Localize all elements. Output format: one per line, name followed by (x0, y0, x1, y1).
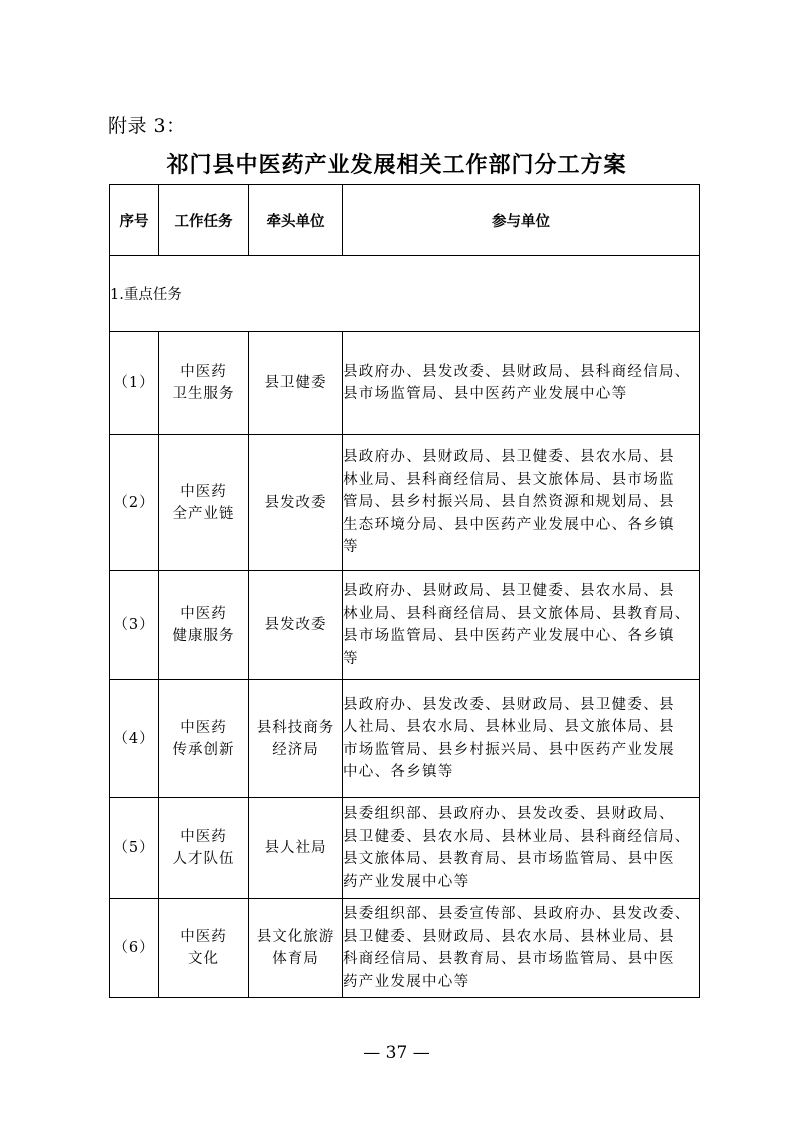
row-index: （3） (110, 571, 159, 680)
table-row (110, 899, 700, 998)
task-line: 中医药 (180, 606, 227, 622)
task-line: 卫生服务 (172, 386, 235, 402)
lead-cell (249, 798, 343, 899)
lead-line: 县科技商务 (256, 719, 335, 736)
task-line: 中医药 (180, 829, 227, 845)
task-line: 全产业链 (172, 505, 235, 522)
participants-line: 科商经信局、县教育局、县市场监管局、县中医 (343, 951, 675, 967)
participants-cell (343, 899, 700, 998)
row-index: （2） (110, 435, 159, 571)
document-title: 祁门县中医药产业发展相关工作部门分工方案 (166, 152, 627, 178)
appendix-label: 附录 3： (108, 115, 186, 137)
lead-cell (249, 332, 343, 435)
header-task: 工作任务 (159, 185, 249, 256)
participants-cell (343, 435, 700, 571)
table-header-row (110, 185, 700, 256)
task-line: 健康服务 (172, 628, 235, 644)
table-row (110, 571, 700, 680)
header-participating-units: 参与单位 (343, 185, 700, 256)
task-line: 中医药 (180, 364, 227, 380)
lead-cell (249, 571, 343, 680)
row-index: （5） (110, 798, 159, 899)
participants-cell (343, 798, 700, 899)
row-index: （1） (110, 332, 159, 435)
participants-line: 林业局、县科商经信局、县文旅体局、县市场监 (343, 471, 675, 488)
lead-line: 县发改委 (264, 617, 327, 633)
task-line: 文化 (188, 951, 219, 967)
lead-line: 县人社局 (264, 840, 327, 856)
task-line: 传承创新 (172, 741, 235, 758)
participants-line: 中心、各乡镇等 (343, 764, 454, 780)
task-cell (159, 680, 249, 798)
participants-line: 等 (343, 539, 359, 556)
lead-line: 经济局 (272, 741, 319, 758)
participants-line: 药产业发展中心等 (343, 873, 470, 890)
lead-line: 县文化旅游 (256, 929, 335, 945)
participants-line: 县卫健委、县财政局、县农水局、县林业局、县 (343, 928, 675, 945)
section-title: 1.重点任务 (110, 256, 700, 332)
participants-line: 人社局、县农水局、县林业局、县文旅体局、县 (343, 719, 675, 735)
task-line: 人才队伍 (172, 851, 235, 867)
participants-line: 市场监管局、县乡村振兴局、县中医药产业发展 (343, 741, 675, 758)
table-row (110, 680, 700, 798)
task-cell (159, 571, 249, 680)
section-row (110, 256, 700, 332)
participants-line: 县政府办、县财政局、县卫健委、县农水局、县 (343, 583, 675, 599)
lead-cell (249, 899, 343, 998)
lead-cell (249, 680, 343, 798)
table-row (110, 332, 700, 435)
table-row (110, 798, 700, 899)
task-line: 中医药 (180, 483, 227, 500)
row-index: （6） (110, 899, 159, 998)
participants-line: 县政府办、县发改委、县财政局、县卫健委、县 (343, 696, 675, 713)
task-line: 中医药 (180, 719, 227, 736)
task-cell (159, 332, 249, 435)
participants-line: 县卫健委、县农水局、县林业局、县科商经信局、 (343, 828, 691, 845)
table-row (110, 435, 700, 571)
page-number: — 37 — (363, 1043, 430, 1063)
participants-cell (343, 571, 700, 680)
participants-line: 县委组织部、县委宣传部、县政府办、县发改委、 (343, 906, 691, 922)
participants-line: 县政府办、县发改委、县财政局、县科商经信局、 (343, 363, 691, 380)
lead-cell (249, 435, 343, 571)
task-cell (159, 798, 249, 899)
lead-line: 县发改委 (264, 494, 327, 511)
participants-line: 等 (343, 650, 359, 667)
lead-line: 县卫健委 (264, 375, 327, 391)
task-cell (159, 899, 249, 998)
participants-cell (343, 332, 700, 435)
row-index: （4） (110, 680, 159, 798)
participants-line: 县市场监管局、县中医药产业发展中心等 (343, 386, 628, 402)
header-index: 序号 (110, 185, 159, 256)
task-cell (159, 435, 249, 571)
participants-line: 县文旅体局、县教育局、县市场监管局、县中医 (343, 851, 675, 867)
participants-line: 生态环境分局、县中医药产业发展中心、各乡镇 (343, 516, 675, 533)
participants-line: 药产业发展中心等 (343, 973, 470, 990)
participants-cell (343, 680, 700, 798)
division-of-labor-table (109, 184, 700, 998)
participants-line: 县市场监管局、县中医药产业发展中心、各乡镇 (343, 628, 675, 644)
header-lead-unit: 牵头单位 (249, 185, 343, 256)
participants-line: 管局、县乡村振兴局、县自然资源和规划局、县 (343, 494, 675, 511)
participants-line: 县委组织部、县政府办、县发改委、县财政局、 (343, 806, 675, 822)
participants-line: 林业局、县科商经信局、县文旅体局、县教育局、 (343, 605, 691, 622)
lead-line: 体育局 (272, 951, 319, 967)
participants-line: 县政府办、县财政局、县卫健委、县农水局、县 (343, 449, 675, 466)
task-line: 中医药 (180, 929, 227, 945)
